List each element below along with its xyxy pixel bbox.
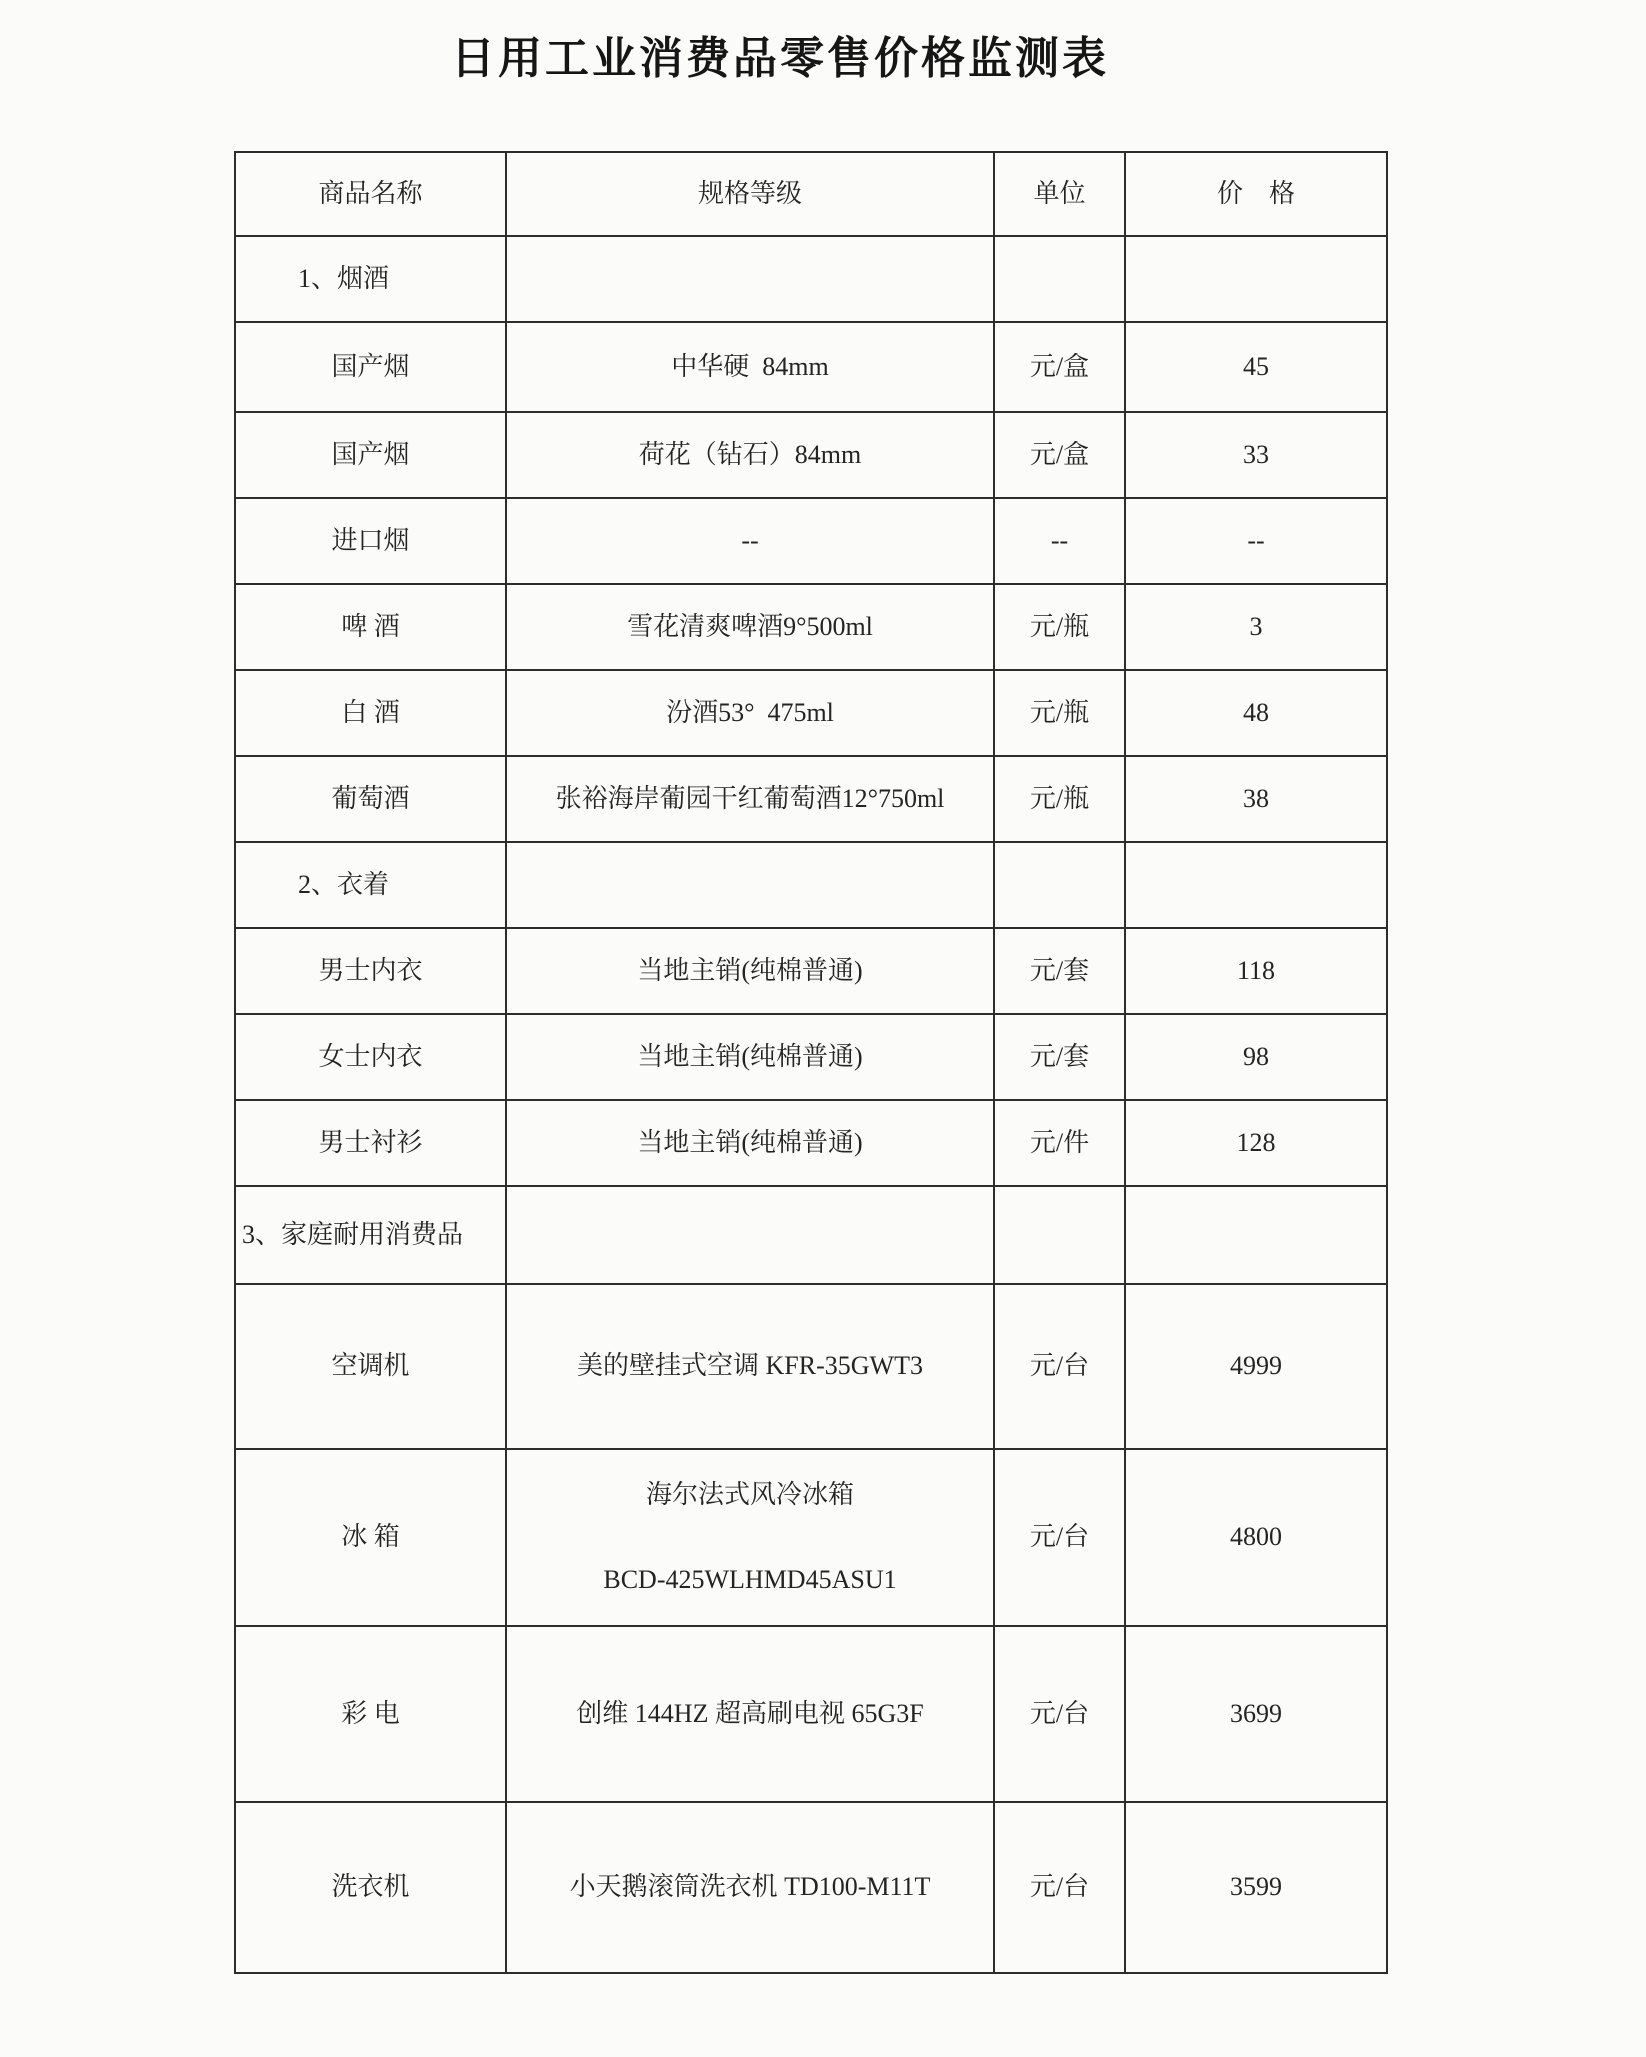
product-name-cell: 洗衣机 — [235, 1802, 506, 1973]
spec-cell: 美的壁挂式空调 KFR-35GWT3 — [506, 1284, 994, 1449]
unit-cell: 元/瓶 — [994, 670, 1125, 756]
product-name-cell: 啤 酒 — [235, 584, 506, 670]
price-cell: 48 — [1125, 670, 1387, 756]
table-row — [235, 322, 1387, 412]
spec-cell — [506, 1449, 994, 1626]
table-row — [235, 1449, 1387, 1626]
spec-cell: 创维 144HZ 超高刷电视 65G3F — [506, 1626, 994, 1802]
unit-cell: 元/瓶 — [994, 584, 1125, 670]
product-name-cell: 进口烟 — [235, 498, 506, 584]
unit-cell: 元/件 — [994, 1100, 1125, 1186]
product-name-cell: 白 酒 — [235, 670, 506, 756]
header-price: 价 格 — [1125, 152, 1387, 236]
spec-line: 海尔法式风冷冰箱 — [645, 1480, 854, 1509]
product-name-cell: 2、衣着 — [235, 842, 506, 928]
price-cell: 98 — [1125, 1014, 1387, 1100]
table-row — [235, 1802, 1387, 1973]
table-body — [235, 236, 1387, 1973]
product-name-cell: 3、家庭耐用消费品 — [235, 1186, 506, 1284]
price-cell — [1125, 842, 1387, 928]
unit-cell: 元/套 — [994, 1014, 1125, 1100]
unit-cell: 元/盒 — [994, 412, 1125, 498]
section-row — [235, 1186, 1387, 1284]
spec-cell: 当地主销(纯棉普通) — [506, 1014, 994, 1100]
spec-cell: 中华硬 84mm — [506, 322, 994, 412]
spec-cell: 当地主销(纯棉普通) — [506, 928, 994, 1014]
product-name-cell: 男士内衣 — [235, 928, 506, 1014]
price-cell: 3599 — [1125, 1802, 1387, 1973]
spec-cell: 当地主销(纯棉普通) — [506, 1100, 994, 1186]
table-row — [235, 412, 1387, 498]
product-name-cell: 男士衬衫 — [235, 1100, 506, 1186]
section-row — [235, 236, 1387, 322]
unit-cell: -- — [994, 498, 1125, 584]
header-unit: 单位 — [994, 152, 1125, 236]
product-name-cell: 彩 电 — [235, 1626, 506, 1802]
price-cell: 4800 — [1125, 1449, 1387, 1626]
product-name-cell: 冰 箱 — [235, 1449, 506, 1626]
spec-cell: 小天鹅滚筒洗衣机 TD100-M11T — [506, 1802, 994, 1973]
spec-cell: 汾酒53° 475ml — [506, 670, 994, 756]
spec-cell: 张裕海岸葡园干红葡萄酒12°750ml — [506, 756, 994, 842]
spec-cell: 雪花清爽啤酒9°500ml — [506, 584, 994, 670]
spec-cell — [506, 842, 994, 928]
price-cell: 38 — [1125, 756, 1387, 842]
unit-cell — [994, 842, 1125, 928]
price-cell: 3 — [1125, 584, 1387, 670]
table-row — [235, 928, 1387, 1014]
product-name-cell: 葡萄酒 — [235, 756, 506, 842]
table-row — [235, 498, 1387, 584]
table-row — [235, 1014, 1387, 1100]
unit-cell: 元/套 — [994, 928, 1125, 1014]
section-row — [235, 842, 1387, 928]
price-cell: 128 — [1125, 1100, 1387, 1186]
price-cell: -- — [1125, 498, 1387, 584]
header-product-name: 商品名称 — [235, 152, 506, 236]
unit-cell: 元/台 — [994, 1449, 1125, 1626]
table-row — [235, 1284, 1387, 1449]
table-row — [235, 584, 1387, 670]
price-cell — [1125, 1186, 1387, 1284]
spec-line: BCD-425WLHMD45ASU1 — [603, 1564, 897, 1594]
price-cell: 33 — [1125, 412, 1387, 498]
unit-cell: 元/台 — [994, 1284, 1125, 1449]
price-cell: 4999 — [1125, 1284, 1387, 1449]
price-monitor-table — [234, 151, 1388, 1974]
spec-cell: 荷花（钻石）84mm — [506, 412, 994, 498]
spec-cell: -- — [506, 498, 994, 584]
page-title: 日用工业消费品零售价格监测表 — [451, 34, 1109, 83]
product-name-cell: 空调机 — [235, 1284, 506, 1449]
table-row — [235, 1626, 1387, 1802]
product-name-cell: 女士内衣 — [235, 1014, 506, 1100]
price-cell: 118 — [1125, 928, 1387, 1014]
header-spec-grade: 规格等级 — [506, 152, 994, 236]
table-header — [235, 152, 1387, 236]
unit-cell: 元/盒 — [994, 322, 1125, 412]
unit-cell — [994, 236, 1125, 322]
product-name-cell: 1、烟酒 — [235, 236, 506, 322]
spec-cell — [506, 236, 994, 322]
spec-cell — [506, 1186, 994, 1284]
header-row — [235, 152, 1387, 236]
unit-cell: 元/台 — [994, 1626, 1125, 1802]
unit-cell — [994, 1186, 1125, 1284]
product-name-cell: 国产烟 — [235, 322, 506, 412]
price-cell — [1125, 236, 1387, 322]
price-cell: 3699 — [1125, 1626, 1387, 1802]
unit-cell: 元/台 — [994, 1802, 1125, 1973]
table-row — [235, 1100, 1387, 1186]
table-row — [235, 670, 1387, 756]
table-row — [235, 756, 1387, 842]
price-cell: 45 — [1125, 322, 1387, 412]
unit-cell: 元/瓶 — [994, 756, 1125, 842]
product-name-cell: 国产烟 — [235, 412, 506, 498]
